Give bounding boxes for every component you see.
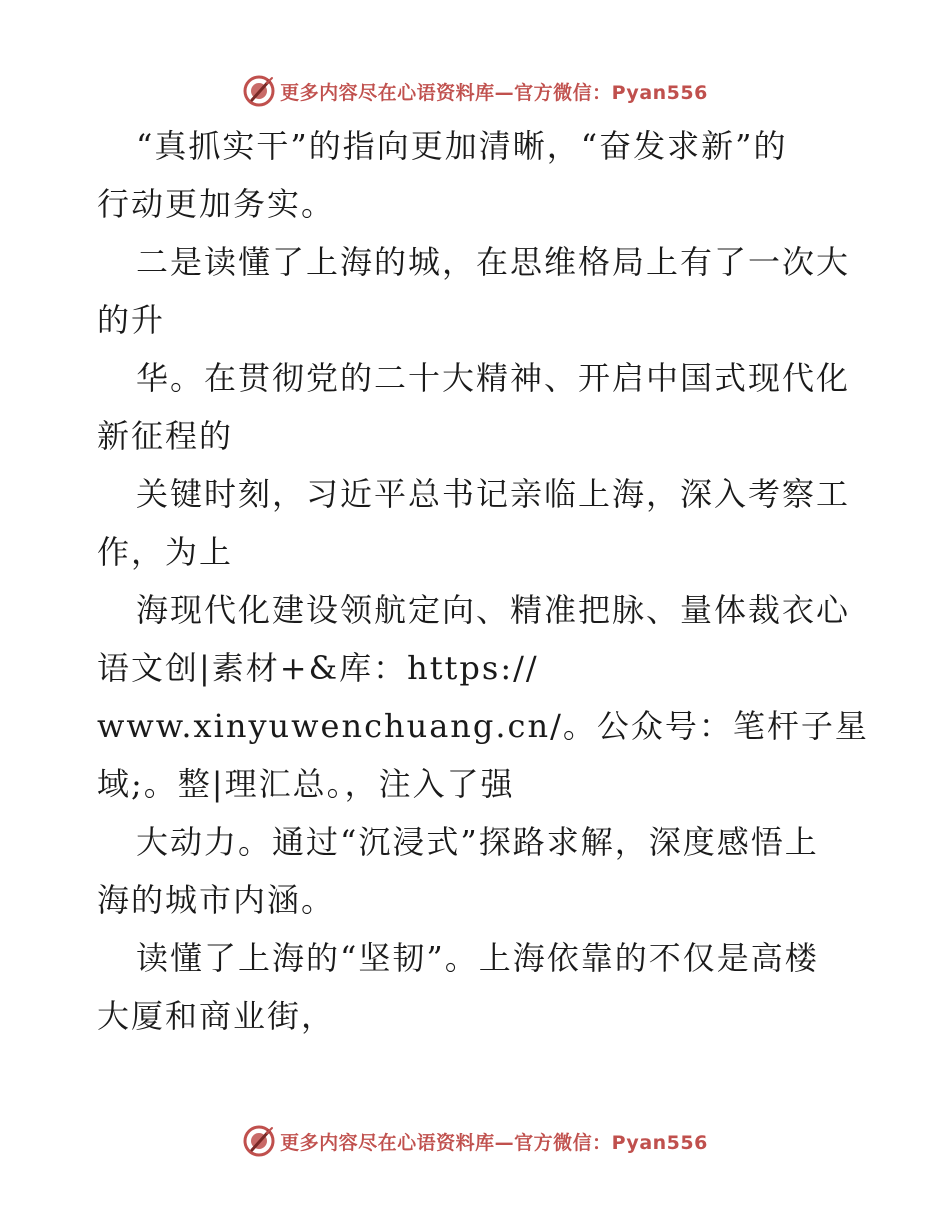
text-line: 华。在贯彻党的二十大精神、开启中国式现代化 (136, 359, 851, 397)
circle-pen-logo-icon (242, 1124, 276, 1158)
text-line: 新征程的 (97, 417, 234, 455)
text-line: 域;。整|理汇总。，注入了强 (97, 765, 515, 803)
text-line: 海现代化建设领航定向、精准把脉、量体裁衣心 (136, 591, 851, 629)
header-banner (0, 71, 950, 111)
text-line: 语文创|素材+&库：https:// (97, 649, 539, 687)
text-line: 读懂了上海的“坚韧”。上海依靠的不仅是高楼 (136, 939, 819, 977)
text-line: 二是读懂了上海的城，在思维格局上有了一次大 (136, 243, 851, 281)
circle-pen-logo-icon (242, 74, 276, 108)
header-banner-text: 更多内容尽在心语资料库—官方微信：Pyan556 (280, 81, 708, 104)
footer-banner-text: 更多内容尽在心语资料库—官方微信：Pyan556 (280, 1131, 708, 1154)
text-line: 行动更加务实。 (97, 185, 336, 223)
text-line: 海的城市内涵。 (97, 881, 336, 919)
text-line: 大动力。通过“沉浸式”探路求解，深度感悟上 (136, 823, 819, 861)
text-line: “真抓实干”的指向更加清晰，“奋发求新”的 (136, 127, 788, 165)
text-line: www.xinyuwenchuang.cn/。公众号：笔杆子星 (97, 707, 869, 745)
text-line: 关键时刻，习近平总书记亲临上海，深入考察工 (136, 475, 851, 513)
footer-banner (0, 1121, 950, 1161)
text-line: 的升 (97, 301, 166, 339)
text-line: 大厦和商业街， (97, 997, 336, 1035)
text-line: 作，为上 (97, 533, 234, 571)
